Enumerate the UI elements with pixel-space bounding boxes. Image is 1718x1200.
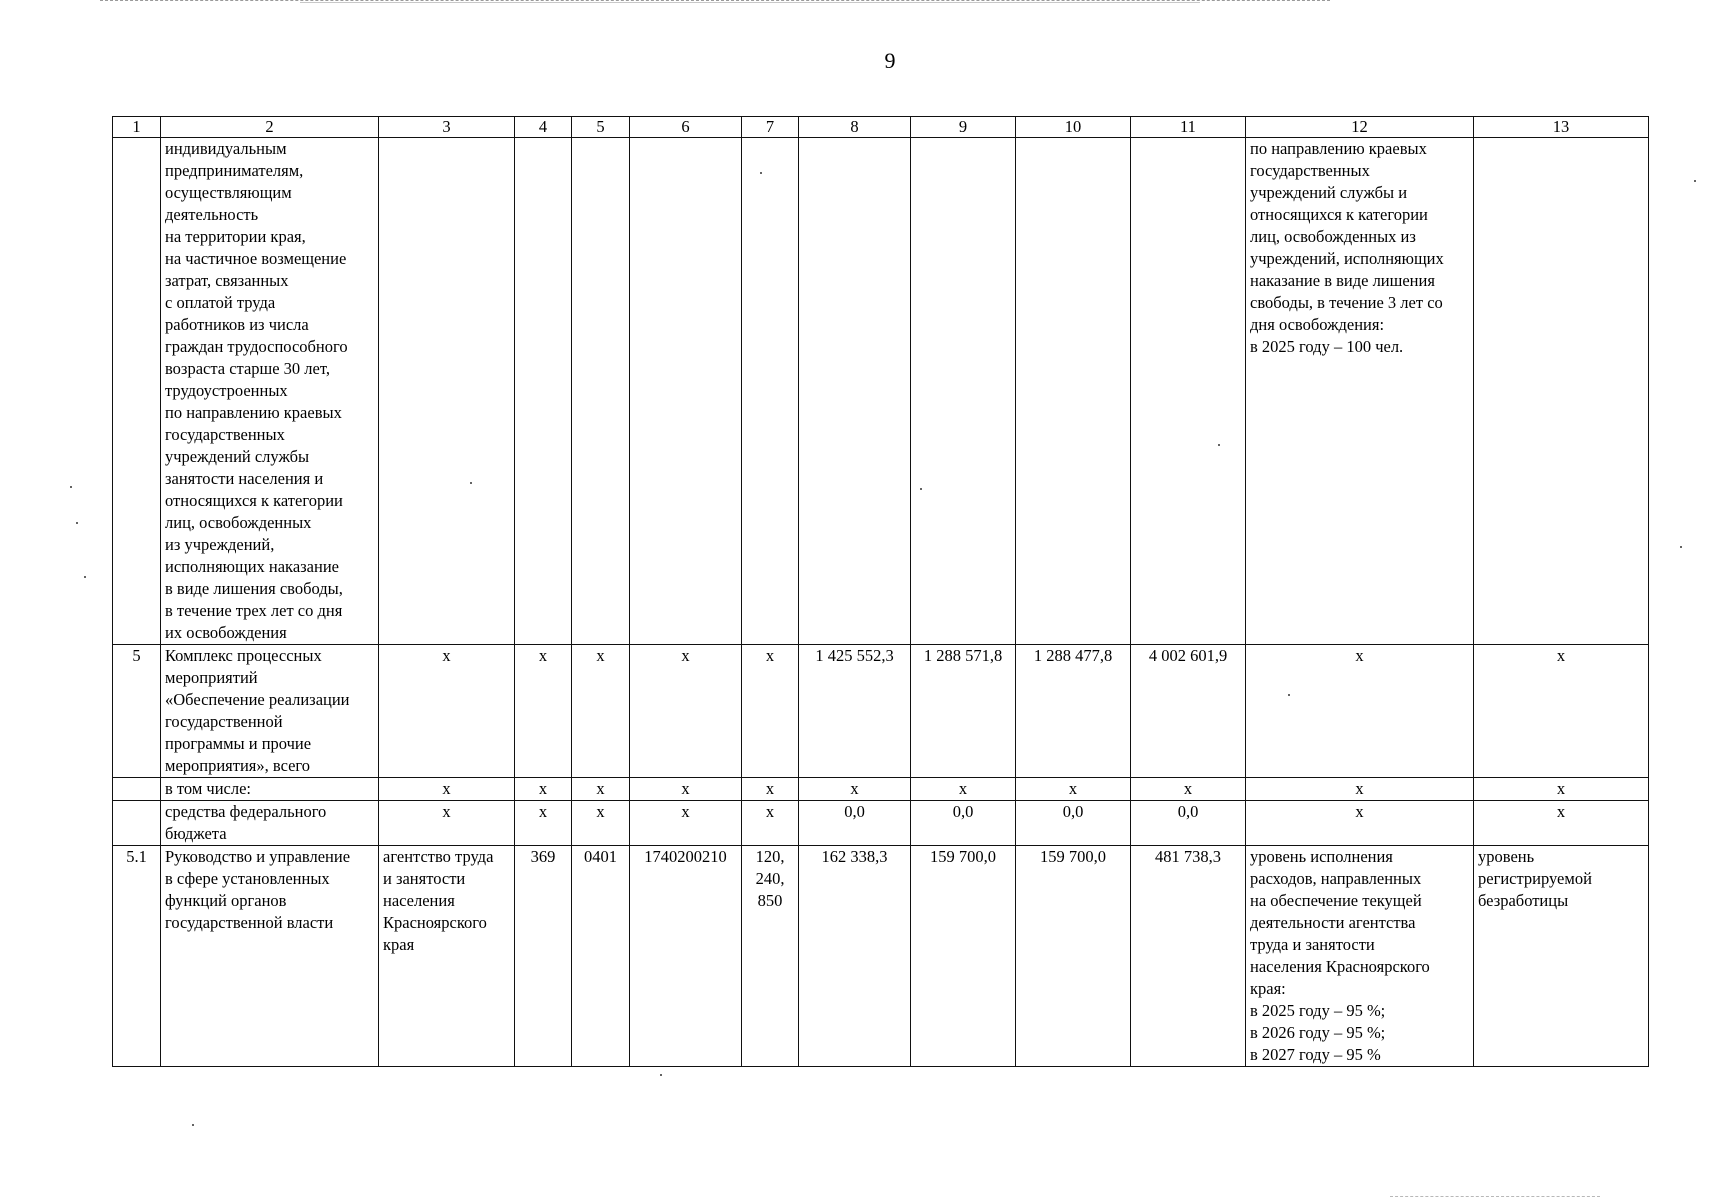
table-cell: х — [1131, 778, 1246, 801]
column-number: 12 — [1246, 117, 1474, 138]
scan-speck — [470, 482, 472, 484]
amount-2025: 162 338,3 — [799, 846, 911, 1067]
table-row — [113, 801, 1649, 846]
amount-2026: 1 288 571,8 — [911, 645, 1016, 778]
amount-2027: 1 288 477,8 — [1016, 645, 1131, 778]
scan-speck — [660, 1074, 662, 1076]
scan-speck — [920, 488, 922, 490]
scan-top-edge-shadow — [300, 2, 1200, 3]
table-row — [113, 778, 1649, 801]
table-cell: х — [742, 801, 799, 846]
table-cell: х — [379, 778, 515, 801]
column-number-row — [113, 117, 1649, 138]
amount-total: 4 002 601,9 — [1131, 645, 1246, 778]
table-cell: х — [799, 778, 911, 801]
table-cell: х — [1016, 778, 1131, 801]
table-cell — [1474, 138, 1649, 645]
budget-table — [112, 116, 1649, 1067]
table-cell: х — [572, 801, 630, 846]
scan-bottom-edge — [1390, 1196, 1600, 1197]
scan-speck — [1694, 180, 1696, 182]
scan-speck — [76, 522, 78, 524]
table-cell — [113, 778, 161, 801]
column-number: 1 — [113, 117, 161, 138]
amount-2027: 0,0 — [1016, 801, 1131, 846]
amount-2025: 0,0 — [799, 801, 911, 846]
row-description: Руководство и управление в сфере установленных функций органов государственной власти — [161, 846, 379, 1067]
table-cell: х — [572, 645, 630, 778]
row-description: Комплекс процессных мероприятий «Обеспечение реализации государственной программы и прочие мероприятия», всего — [161, 645, 379, 778]
table-cell: х — [911, 778, 1016, 801]
column-number: 11 — [1131, 117, 1246, 138]
table-cell — [799, 138, 911, 645]
table-row — [113, 846, 1649, 1067]
table-cell: х — [515, 801, 572, 846]
table-cell: х — [1474, 801, 1649, 846]
column-number: 4 — [515, 117, 572, 138]
table-row — [113, 645, 1649, 778]
amount-2026: 0,0 — [911, 801, 1016, 846]
indicator-text: уровень исполнения расходов, направленных на обеспечение текущей деятельности агентства труда и занятости населения Красноярского края: в 2025 году – 95 %; в 2026 году – 95 %; в 2027 году – 95 % — [1246, 846, 1474, 1067]
table-cell — [911, 138, 1016, 645]
table-cell: х — [1474, 645, 1649, 778]
table-cell — [379, 138, 515, 645]
table-cell: х — [742, 778, 799, 801]
scan-speck — [1680, 546, 1682, 548]
row-number: 5 — [113, 645, 161, 778]
page-number: 9 — [884, 48, 896, 73]
row-description: средства федерального бюджета — [161, 801, 379, 846]
table-cell: х — [742, 645, 799, 778]
scan-top-edge — [100, 0, 1330, 1]
table-cell: 0401 — [572, 846, 630, 1067]
table-cell: 1740200210 — [630, 846, 742, 1067]
column-number: 8 — [799, 117, 911, 138]
table-cell: х — [379, 801, 515, 846]
column-number: 2 — [161, 117, 379, 138]
column-number: 9 — [911, 117, 1016, 138]
table-cell: х — [379, 645, 515, 778]
table-cell: х — [630, 801, 742, 846]
table-cell — [742, 138, 799, 645]
scan-speck — [84, 576, 86, 578]
scan-speck — [1218, 444, 1220, 446]
table-cell: х — [572, 778, 630, 801]
scan-speck — [192, 1124, 194, 1126]
table-cell: х — [1246, 801, 1474, 846]
table-cell: х — [1246, 778, 1474, 801]
table-cell — [113, 801, 161, 846]
table-cell — [113, 138, 161, 645]
table-cell — [1131, 138, 1246, 645]
scan-speck — [70, 486, 72, 488]
row-description: индивидуальным предпринимателям, осуществляющим деятельность на территории края, на частичное возмещение затрат, связанных с оплатой труда работников из числа граждан трудоспособного возраста старше 30 лет, трудоустроенных по направлению краевых государственных учреждений службы занятости населения и относящихся к категории лиц, освобожденных из учреждений, исполняющих наказание в виде лишения свободы, в течение трех лет со дня их освобождения — [161, 138, 379, 645]
table-cell — [515, 138, 572, 645]
table-cell: х — [630, 645, 742, 778]
column-number: 7 — [742, 117, 799, 138]
amount-2026: 159 700,0 — [911, 846, 1016, 1067]
column-number: 10 — [1016, 117, 1131, 138]
column-number: 3 — [379, 117, 515, 138]
row-description: в том числе: — [161, 778, 379, 801]
column-number: 13 — [1474, 117, 1649, 138]
table-cell: х — [1474, 778, 1649, 801]
amount-total: 481 738,3 — [1131, 846, 1246, 1067]
indicator-name: уровень регистрируемой безработицы — [1474, 846, 1649, 1067]
column-number: 5 — [572, 117, 630, 138]
scan-speck — [760, 172, 762, 174]
amount-total: 0,0 — [1131, 801, 1246, 846]
table-row — [113, 138, 1649, 645]
column-number: 6 — [630, 117, 742, 138]
amount-2025: 1 425 552,3 — [799, 645, 911, 778]
table-cell — [1016, 138, 1131, 645]
table-cell: х — [1246, 645, 1474, 778]
table-cell: х — [515, 778, 572, 801]
table-cell: 120, 240, 850 — [742, 846, 799, 1067]
table-cell — [630, 138, 742, 645]
table-cell — [572, 138, 630, 645]
scan-speck — [1288, 694, 1290, 696]
table-cell: х — [515, 645, 572, 778]
indicator-text: по направлению краевых государственных учреждений службы и относящихся к категории лиц, освобожденных из учреждений, исполняющих наказание в виде лишения свободы, в течение 3 лет со дня освобождения: в 2025 году – 100 чел. — [1246, 138, 1474, 645]
table-cell: х — [630, 778, 742, 801]
responsible-agency: агентство труда и занятости населения Красноярского края — [379, 846, 515, 1067]
amount-2027: 159 700,0 — [1016, 846, 1131, 1067]
row-number: 5.1 — [113, 846, 161, 1067]
table-cell: 369 — [515, 846, 572, 1067]
